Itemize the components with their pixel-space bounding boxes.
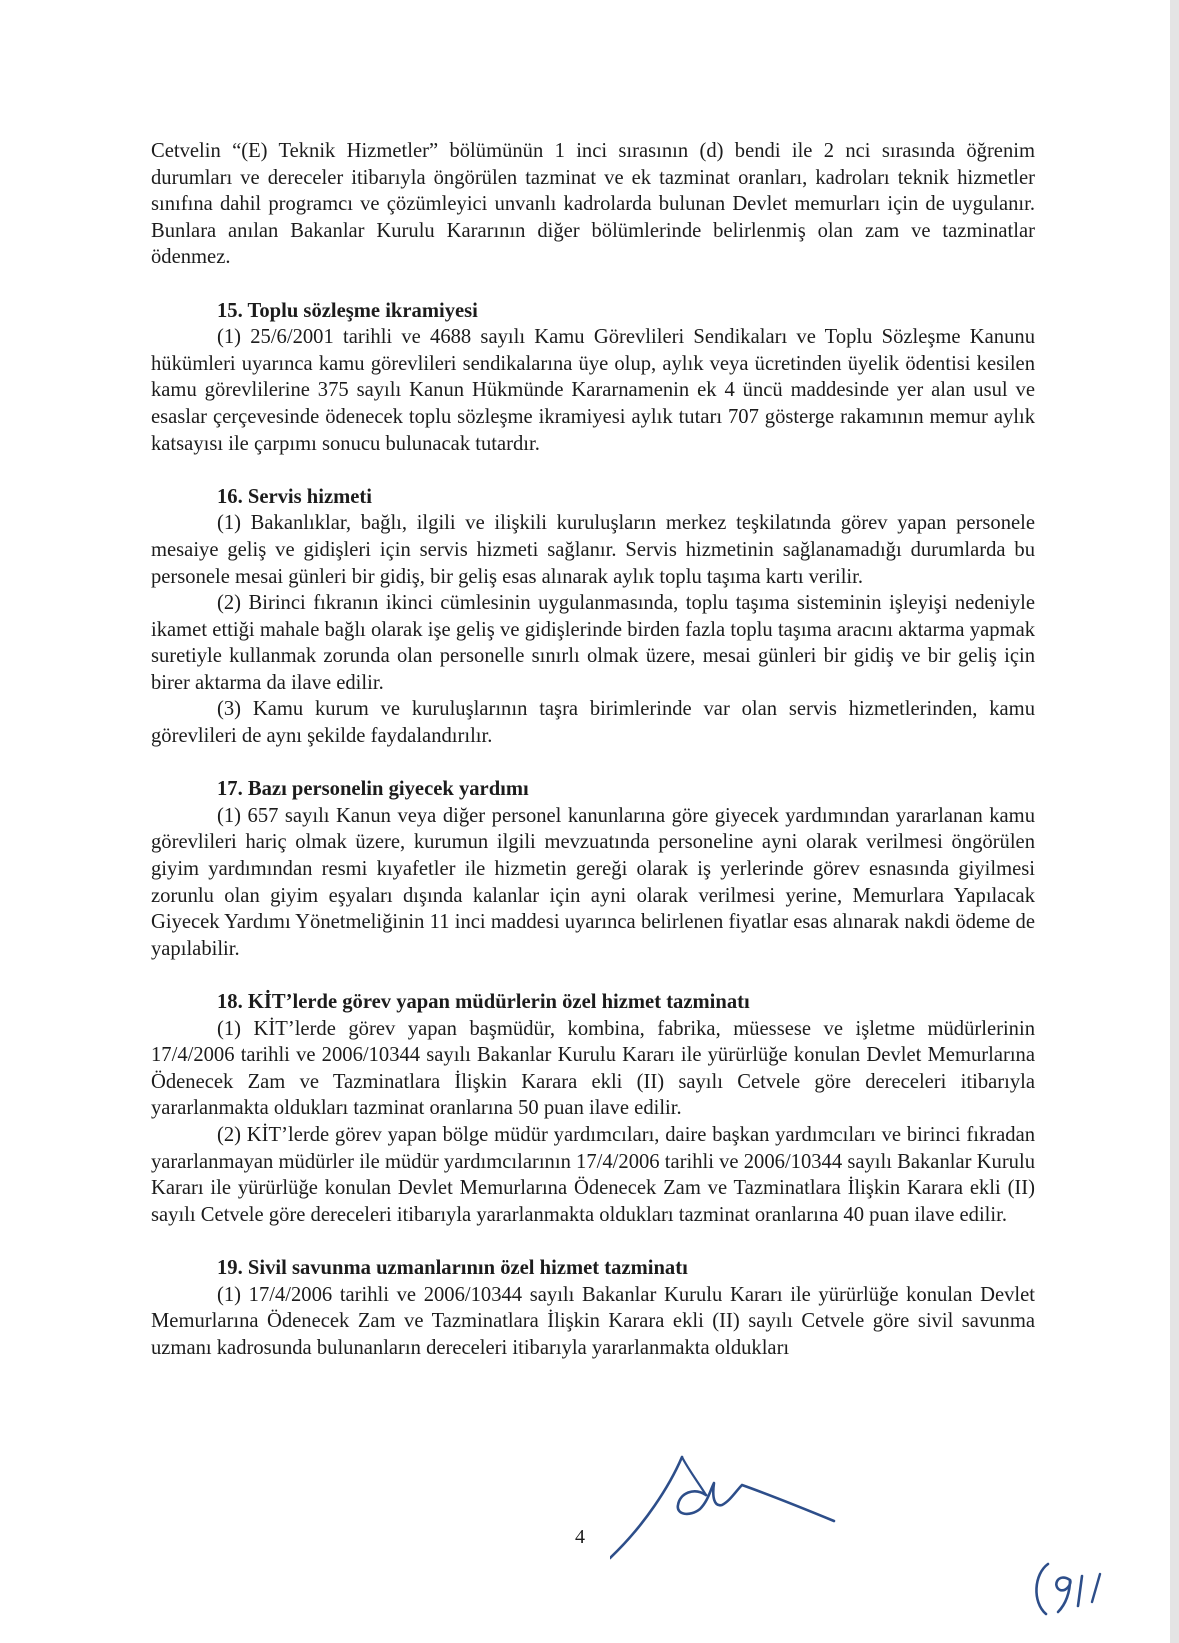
section-16-paragraph-2: (2) Birinci fıkranın ikinci cümlesinin uygulanmasında, toplu taşıma sisteminin işleyişi nedeniyle ikamet ettiği mahale bağlı olarak işe geliş ve gidişlerinde birden fazla toplu taşıma aracını aktarma yapmak suretiyle kullanmak zorunda olan personelle sınırlı olmak üzere, mesai günleri bir gidiş ve bir geliş için birer aktarma da ilave edilir. [151, 592, 1035, 694]
page-number: 4 [575, 1526, 585, 1548]
intro-paragraph: Cetvelin “(E) Teknik Hizmetler” bölümünün 1 inci sırasının (d) bendi ile 2 nci sırasında öğrenim durumları ve dereceler itibarıyla öngörülen tazminat ve ek tazminat oranları, kadroları teknik hizmetler sınıfına dahil programcı ve çözümleyici unvanlı kadrolarda bulunan Devlet memurları için de uygulanır. Bunlara anılan Bakanlar Kurulu Kararının diğer bölümlerinde belirlenmiş olan zam ve tazminatlar ödenmez. [151, 140, 1035, 269]
document-body [151, 138, 1035, 1361]
section-15-paragraph-1: (1) 25/6/2001 tarihli ve 4688 sayılı Kamu Görevlileri Sendikaları ve Toplu Sözleşme Kanunu hükümleri uyarınca kamu görevlileri sendikalarına üye olup, aylık veya ücretinden üyelik ödentisi kesilen kamu görevlilerine 375 sayılı Kanun Hükmünde Kararnamenin ek 4 üncü maddesinde yer alan usul ve esaslar çerçevesinde ödenecek toplu sözleşme ikramiyesi aylık tutarı 707 gösterge rakamının memur aylık katsayısı ile çarpımı sonucu bulunacak tutardır. [151, 326, 1035, 455]
signature-icon [610, 1455, 850, 1560]
section-16-heading: 16. Servis hizmeti [217, 485, 372, 508]
section-19-paragraph-1: (1) 17/4/2006 tarihli ve 2006/10344 sayılı Bakanlar Kurulu Kararı ile yürürlüğe konulan Devlet Memurlarına Ödenecek Zam ve Tazminatlara İlişkin Karara ekli (II) sayılı Cetvele göre sivil savunma uzmanı kadrosunda bulunanların dereceleri itibarıyla yararlanmakta oldukları [151, 1283, 1035, 1359]
initials-icon [1030, 1560, 1110, 1620]
section-18-paragraph-2: (2) KİT’lerde görev yapan bölge müdür yardımcıları, daire başkan yardımcıları ve birinci fıkradan yararlanmayan müdürler ile müdür yardımcılarının 17/4/2006 tarihli ve 2006/10344 sayılı Bakanlar Kurulu Kararı ile yürürlüğe konulan Devlet Memurlarına Ödenecek Zam ve Tazminatlara İlişkin Karara ekli (II) sayılı Cetvele göre dereceleri itibarıyla yararlanmakta oldukları tazminat oranlarına 40 puan ilave edilir. [151, 1123, 1035, 1226]
section-15-heading: 15. Toplu sözleşme ikramiyesi [217, 299, 478, 322]
section-18-heading: 18. KİT’lerde görev yapan müdürlerin özel hizmet tazminatı [217, 991, 750, 1013]
section-19-heading: 19. Sivil savunma uzmanlarının özel hizmet tazminatı [217, 1256, 688, 1279]
section-16-paragraph-3: (3) Kamu kurum ve kuruluşlarının taşra birimlerinde var olan servis hizmetlerinden, kamu görevlileri de aynı şekilde faydalandırılır. [151, 698, 1035, 748]
section-18-paragraph-1: (1) KİT’lerde görev yapan başmüdür, kombina, fabrika, müessese ve işletme müdürlerinin 17/4/2006 tarihli ve 2006/10344 sayılı Bakanlar Kurulu Kararı ile yürürlüğe konulan Devlet Memurlarına Ödenecek Zam ve Tazminatlara İlişkin Karara ekli (II) sayılı Cetvele göre dereceleri itibarıyla yararlanmakta oldukları tazminat oranlarına 50 puan ilave edilir. [151, 1017, 1035, 1120]
section-17-paragraph-1: (1) 657 sayılı Kanun veya diğer personel kanunlarına göre giyecek yardımından yararlanan kamu görevlileri hariç olmak üzere, kurumun ilgili mevzuatında personeline ayni olarak verilmesi öngörülen giyim yardımından resmi kıyafetler ile hizmetin gereği olarak iş yerlerinde görev esnasında giyilmesi zorunlu olan giyim eşyaları dışında kalanlar için ayni olarak verilmesi yerine, Memurlara Yapılacak Giyecek Yardımı Yönetmeliğinin 11 inci maddesi uyarınca belirlenen fiyatlar esas alınarak nakdi ödeme de yapılabilir. [151, 804, 1035, 960]
section-16-paragraph-1: (1) Bakanlıklar, bağlı, ilgili ve ilişkili kuruluşların merkez teşkilatında görev yapan personele mesaiye geliş ve gidişleri için servis hizmeti sağlanır. Servis hizmetinin sağlanamadığı durumlarda bu personele mesai günleri bir gidiş, bir geliş esas alınarak aylık toplu taşıma kartı verilir. [151, 512, 1035, 588]
section-17-heading: 17. Bazı personelin giyecek yardımı [217, 778, 529, 801]
page-edge [1170, 0, 1179, 1643]
